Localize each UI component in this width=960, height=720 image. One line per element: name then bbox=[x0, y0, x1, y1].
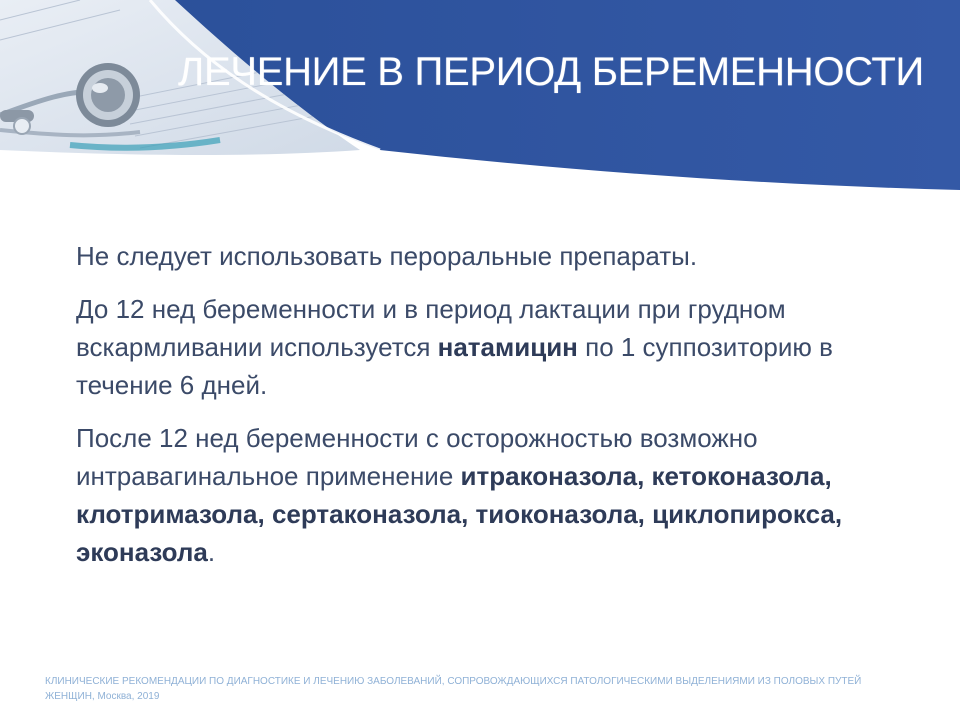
paragraph-3-text: После 12 нед беременности с осторожностью возможно интравагинальное применение bbox=[76, 423, 758, 491]
paragraph-1-text: Не следует использовать пероральные препараты. bbox=[76, 241, 698, 271]
natamycin-bold: натамицин bbox=[437, 332, 578, 362]
citation-line-2: ЖЕНЩИН, Москва, 2019 bbox=[45, 691, 160, 702]
source-citation bbox=[45, 674, 905, 704]
paragraph-natamycin bbox=[76, 290, 876, 404]
paragraph-oral-warning bbox=[76, 237, 876, 275]
paragraph-2-tail: по 1 суппозиторию в течение 6 дней. bbox=[76, 332, 833, 400]
paragraph-azoles bbox=[76, 419, 876, 571]
azoles-list-bold: итраконазола, кетоконазола, клотримазола, сертаконазола, тиоконазола, циклопирокса, эконазола bbox=[76, 461, 843, 567]
slide-body bbox=[76, 237, 876, 586]
paragraph-2-text: До 12 нед беременности и в период лактации при грудном вскармливании используется bbox=[76, 294, 786, 362]
header-banner bbox=[0, 0, 960, 200]
slide-title: ЛЕЧЕНИЕ В ПЕРИОД БЕРЕМЕННОСТИ bbox=[178, 50, 925, 94]
citation-line-1: КЛИНИЧЕСКИЕ РЕКОМЕНДАЦИИ ПО ДИАГНОСТИКЕ И ЛЕЧЕНИЮ ЗАБОЛЕВАНИЙ, СОПРОВОЖДАЮЩИХСЯ ПАТОЛОГИЧЕСКИМИ ВЫДЕЛЕНИЯМИ ИЗ ПОЛОВЫХ ПУТЕЙ bbox=[45, 676, 862, 687]
paragraph-3-tail: . bbox=[207, 537, 216, 567]
